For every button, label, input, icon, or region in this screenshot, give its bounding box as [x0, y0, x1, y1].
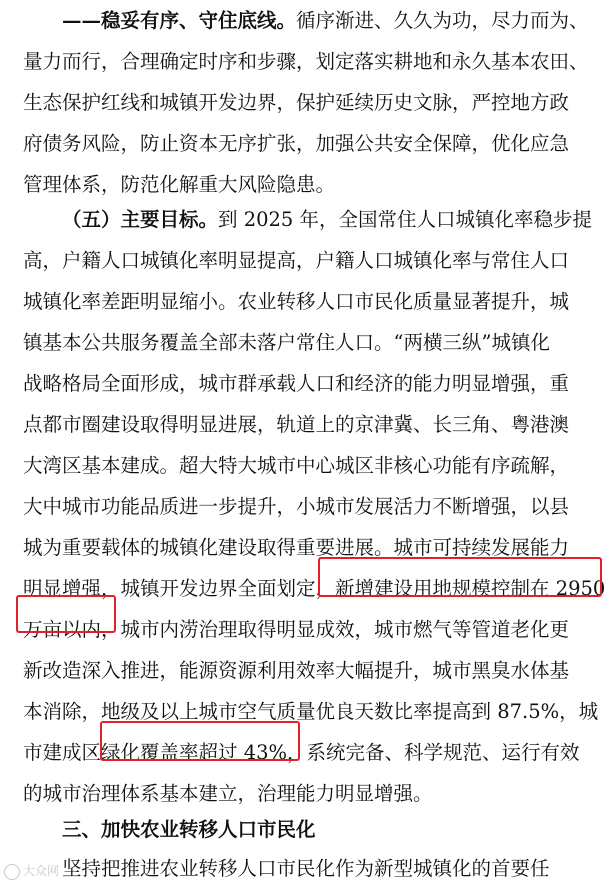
text-line: 量力而行，合理确定时序和步骤，划定落实耕地和永久基本农田、 [23, 50, 589, 73]
text-line: 大中城市功能品质进一步提升，小城市发展活力不断增强，以县 [23, 495, 570, 518]
text-line: 高，户籍人口城镇化率明显提高，户籍人口城镇化率与常住人口 [23, 249, 570, 272]
highlight-box [16, 595, 116, 633]
section-label: （五）主要目标。 [62, 208, 219, 231]
highlight-box [100, 721, 300, 761]
text-line: 战略格局全面形成，城市群承载人口和经济的能力明显增强，重 [23, 372, 570, 395]
watermark-icon [4, 864, 20, 880]
text-line: 大湾区基本建成。超大特大城市中心城区非核心功能有序疏解， [23, 454, 570, 477]
text-line: 坚持把推进农业转移人口市民化作为新型城镇化的首要任 [62, 857, 550, 880]
highlight-box [318, 557, 602, 597]
text-line: 府债务风险，防止资本无序扩张，加强公共安全保障，优化应急 [23, 132, 570, 155]
text-line [62, 4, 589, 38]
line-text: 到 2025 年，全国常住人口城镇化率稳步提 [218, 208, 593, 231]
text-line: 本消除，地级及以上城市空气质量优良天数比率提高到 87.5%，城 [23, 700, 599, 723]
text-line: 生态保护红线和城镇开发边界，保护延续历史文脉，严控地方政 [23, 91, 570, 114]
text-line: 的城市治理体系基本建立，治理能力明显增强。 [23, 782, 433, 805]
text-line: 市建成区绿化覆盖率超过 43%，系统完备、科学规范、运行有效 [23, 741, 580, 764]
text-line: 万亩以内，城市内涝治理取得明显成效，城市燃气等管道老化更 [23, 618, 570, 641]
text-line: 城为重要载体的城镇化建设取得重要进展。城市可持续发展能力 [23, 536, 570, 559]
text-line: 城镇化率差距明显缩小。农业转移人口市民化质量显著提升，城 [23, 290, 570, 313]
text-line: 点都市圈建设取得明显进展，轨道上的京津冀、长三角、粤港澳 [23, 413, 570, 436]
text-line: 明显增强，城镇开发边界全面划定，新增建设用地规模控制在 2950 [23, 577, 606, 600]
watermark [4, 860, 59, 882]
lead-phrase: ——稳妥有序、守住底线。 [62, 9, 297, 32]
heading-text: 三、加快农业转移人口市民化 [62, 818, 316, 841]
text-line [62, 203, 592, 237]
line-text: 循序渐进、久久为功，尽力而为、 [296, 9, 589, 32]
watermark-text: 大众网 [23, 864, 60, 878]
section-heading [62, 813, 316, 847]
text-line: 镇基本公共服务覆盖全部未落户常住人口。“两横三纵”城镇化 [23, 331, 550, 354]
text-line: 新改造深入推进，能源资源利用效率大幅提升，城市黑臭水体基 [23, 659, 570, 682]
text-line: 管理体系，防范化解重大风险隐患。 [23, 173, 336, 196]
